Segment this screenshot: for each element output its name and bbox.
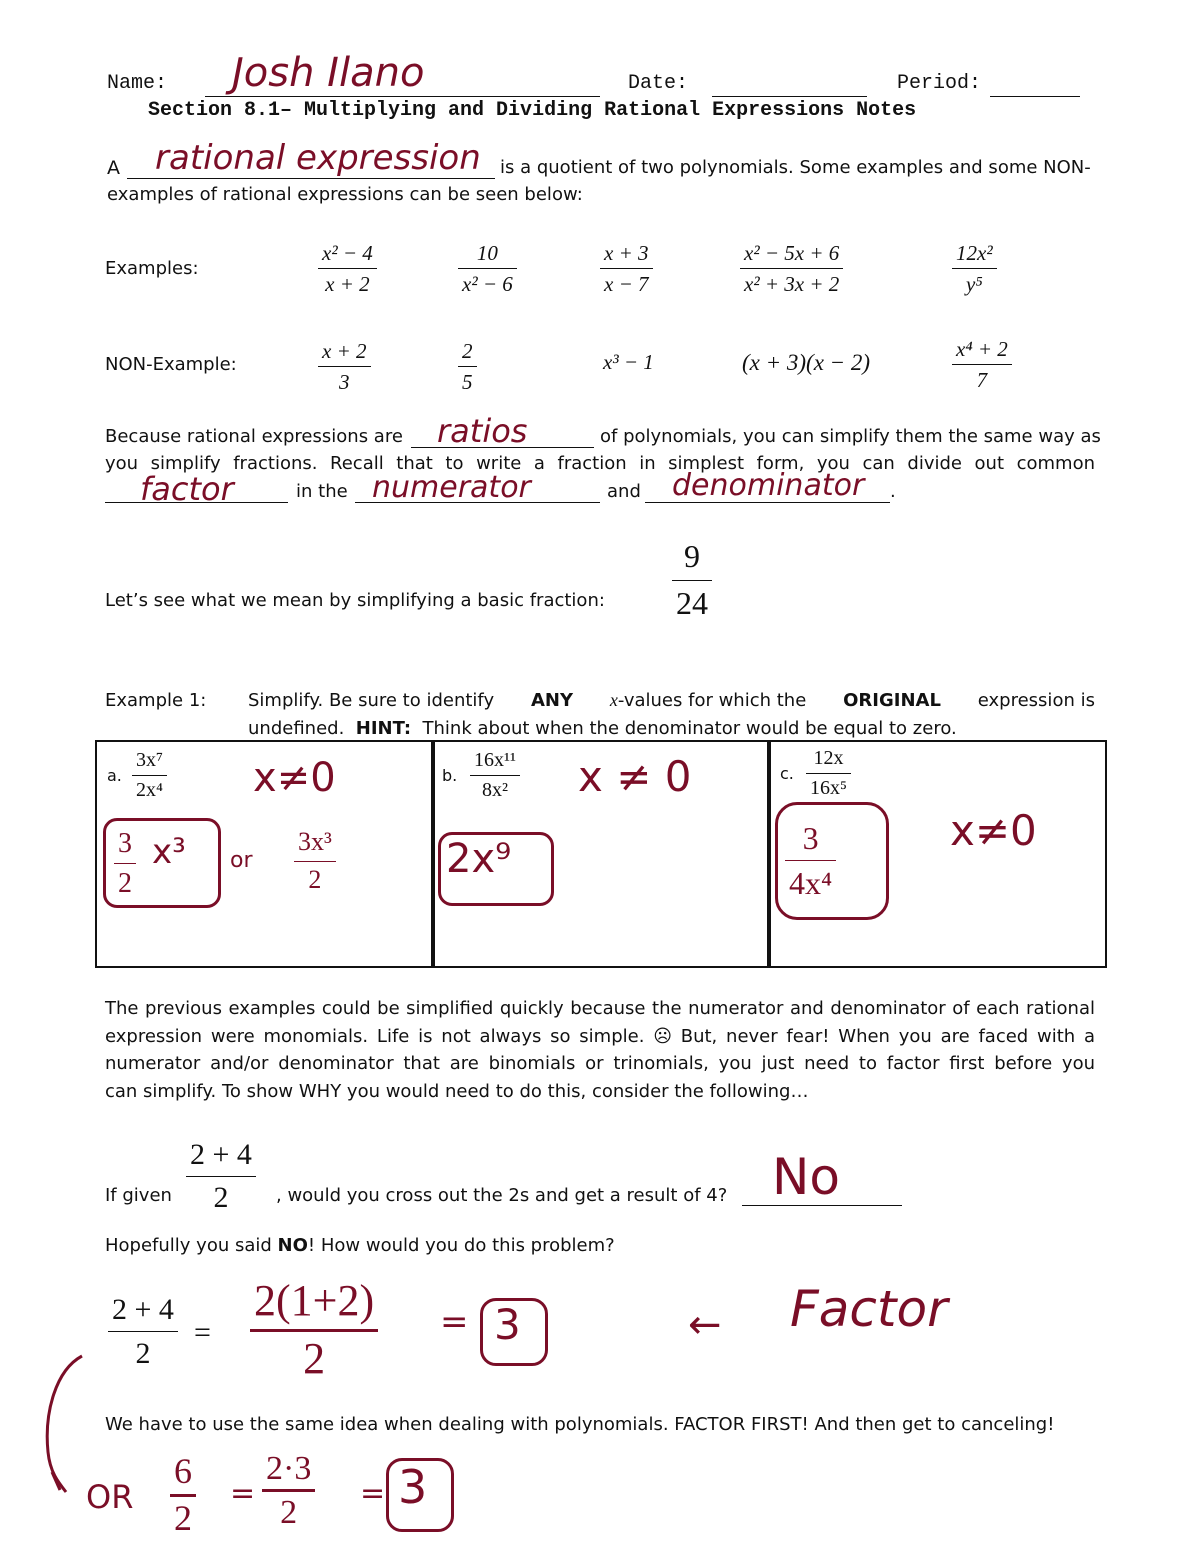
cell-c-answer-fraction: 3 4x⁴ [785, 818, 836, 903]
non-example-expression: x³ − 1 [603, 350, 654, 374]
example-fraction: x² − 4 x + 2 [318, 240, 377, 298]
cell-b-fraction: 16x¹¹ 8x² [470, 748, 520, 803]
name-value[interactable]: Josh Ilano [232, 50, 425, 96]
example-fraction: x² − 5x + 6 x² + 3x + 2 [740, 240, 843, 298]
name-line [205, 96, 600, 97]
cell-b-answer: 2x⁹ [446, 836, 512, 882]
non-examples-label: NON-Example: [105, 354, 237, 375]
because-period: . [890, 481, 896, 502]
or-label: OR [86, 1478, 134, 1516]
previous-line3: numerator and/or denominator that are binomials or trinomials, you just need to factor first before you [105, 1053, 1095, 1074]
non-example-fraction: 2 5 [458, 338, 477, 396]
example-fraction: 10 x² − 6 [458, 240, 517, 298]
work-hw-fraction: 2(1+2) 2 [250, 1276, 378, 1384]
non-example-expression: (x + 3)(x − 2) [742, 350, 871, 375]
because-line1: Because rational expressions are [105, 426, 403, 447]
if-given-label: If given [105, 1185, 172, 1206]
work-hw-arrow: ← [688, 1302, 722, 1348]
or-fraction-2: 2·3 2 [262, 1450, 315, 1532]
cell-a-letter: a. [107, 766, 122, 785]
name-label: Name: [107, 72, 168, 95]
because-blank3-answer: numerator [372, 470, 531, 505]
non-example-fraction: x + 2 3 [318, 338, 371, 396]
basic-fraction-text: Let’s see what we mean by simplifying a basic fraction: [105, 590, 605, 611]
basic-fraction: 9 24 [672, 536, 712, 624]
cell-c-fraction: 12x 16x⁵ [806, 746, 851, 801]
intro-line1-rest: is a quotient of two polynomials. Some examples and some NON- [500, 157, 1091, 178]
if-given-answer: No [772, 1148, 840, 1206]
cell-c-restriction: x≠0 [950, 806, 1037, 855]
because-blank2-answer: factor [140, 470, 234, 508]
cell-c-letter: c. [780, 764, 794, 783]
example-fraction: 12x² y⁵ [952, 240, 997, 298]
because-in-the: in the [296, 481, 348, 502]
or-result: 3 [398, 1460, 428, 1514]
previous-line1: The previous examples could be simplified quickly because the numerator and denominator of each rational [105, 998, 1095, 1019]
intro-blank-answer: rational expression [155, 138, 481, 178]
cell-b-restriction: x ≠ 0 [578, 752, 692, 801]
example-fraction: x + 3 x − 7 [600, 240, 653, 298]
cell-b-letter: b. [442, 766, 458, 785]
if-given-fraction: 2 + 4 2 [186, 1136, 256, 1216]
example1-label: Example 1: [105, 690, 207, 711]
hopefully-text: Hopefully you said NO! How would you do this problem? [105, 1235, 615, 1256]
previous-line4: can simplify. To show WHY you would need to do this, consider the following… [105, 1081, 809, 1102]
cell-a-alt-fraction: 3x³ 2 [294, 826, 336, 896]
cell-a-or: or [230, 848, 253, 873]
work-fraction: 2 + 4 2 [108, 1290, 178, 1373]
intro-blank-line [127, 178, 495, 179]
example1-instructions-line1: Simplify. Be sure to identify ANY x-values for which the ORIGINAL expression is [248, 690, 1095, 711]
examples-label: Examples: [105, 258, 199, 279]
because-blank1-answer: ratios [437, 412, 528, 450]
or-fraction-1: 6 2 [170, 1452, 196, 1538]
or-equals-2: = [360, 1476, 386, 1511]
because-and: and [607, 481, 641, 502]
we-have-text: We have to use the same idea when dealing with polynomials. FACTOR FIRST! And then get to canceling! [105, 1414, 1055, 1435]
or-equals-1: = [230, 1476, 256, 1511]
period-label: Period: [897, 72, 982, 95]
cell-a-fraction: 3x⁷ 2x⁴ [132, 748, 167, 803]
because-line1-rest: of polynomials, you can simplify them the same way as [600, 426, 1101, 447]
date-label: Date: [628, 72, 689, 95]
previous-line2: expression were monomials. Life is not always so simple. ☹ But, never fear! When you are faced with a [105, 1026, 1095, 1047]
work-hw-note: Factor [790, 1280, 948, 1338]
because-line2: you simplify fractions. Recall that to write a fraction in simplest form, you can divide out common [105, 453, 1095, 474]
page-title: Section 8.1– Multiplying and Dividing Rational Expressions Notes [148, 99, 917, 122]
because-blank4-answer: denominator [672, 468, 865, 503]
date-line[interactable] [712, 96, 867, 97]
intro-prefix: A [107, 157, 120, 179]
work-hw-result: 3 [494, 1300, 521, 1349]
work-hw-equals: = [440, 1302, 469, 1342]
intro-line2: examples of rational expressions can be seen below: [107, 184, 583, 205]
non-example-fraction: x⁴ + 2 7 [952, 336, 1012, 394]
cell-a-answer-var: x³ [152, 832, 186, 872]
cell-a-restriction: x≠0 [253, 755, 336, 801]
cell-a-answer-fraction: 3 2 [114, 826, 136, 901]
work-equals: = [194, 1316, 211, 1349]
example1-instructions-line2: undefined. HINT: Think about when the denominator would be equal to zero. [248, 718, 957, 739]
if-given-question: , would you cross out the 2s and get a result of 4? [276, 1185, 728, 1206]
period-line[interactable] [990, 96, 1080, 97]
